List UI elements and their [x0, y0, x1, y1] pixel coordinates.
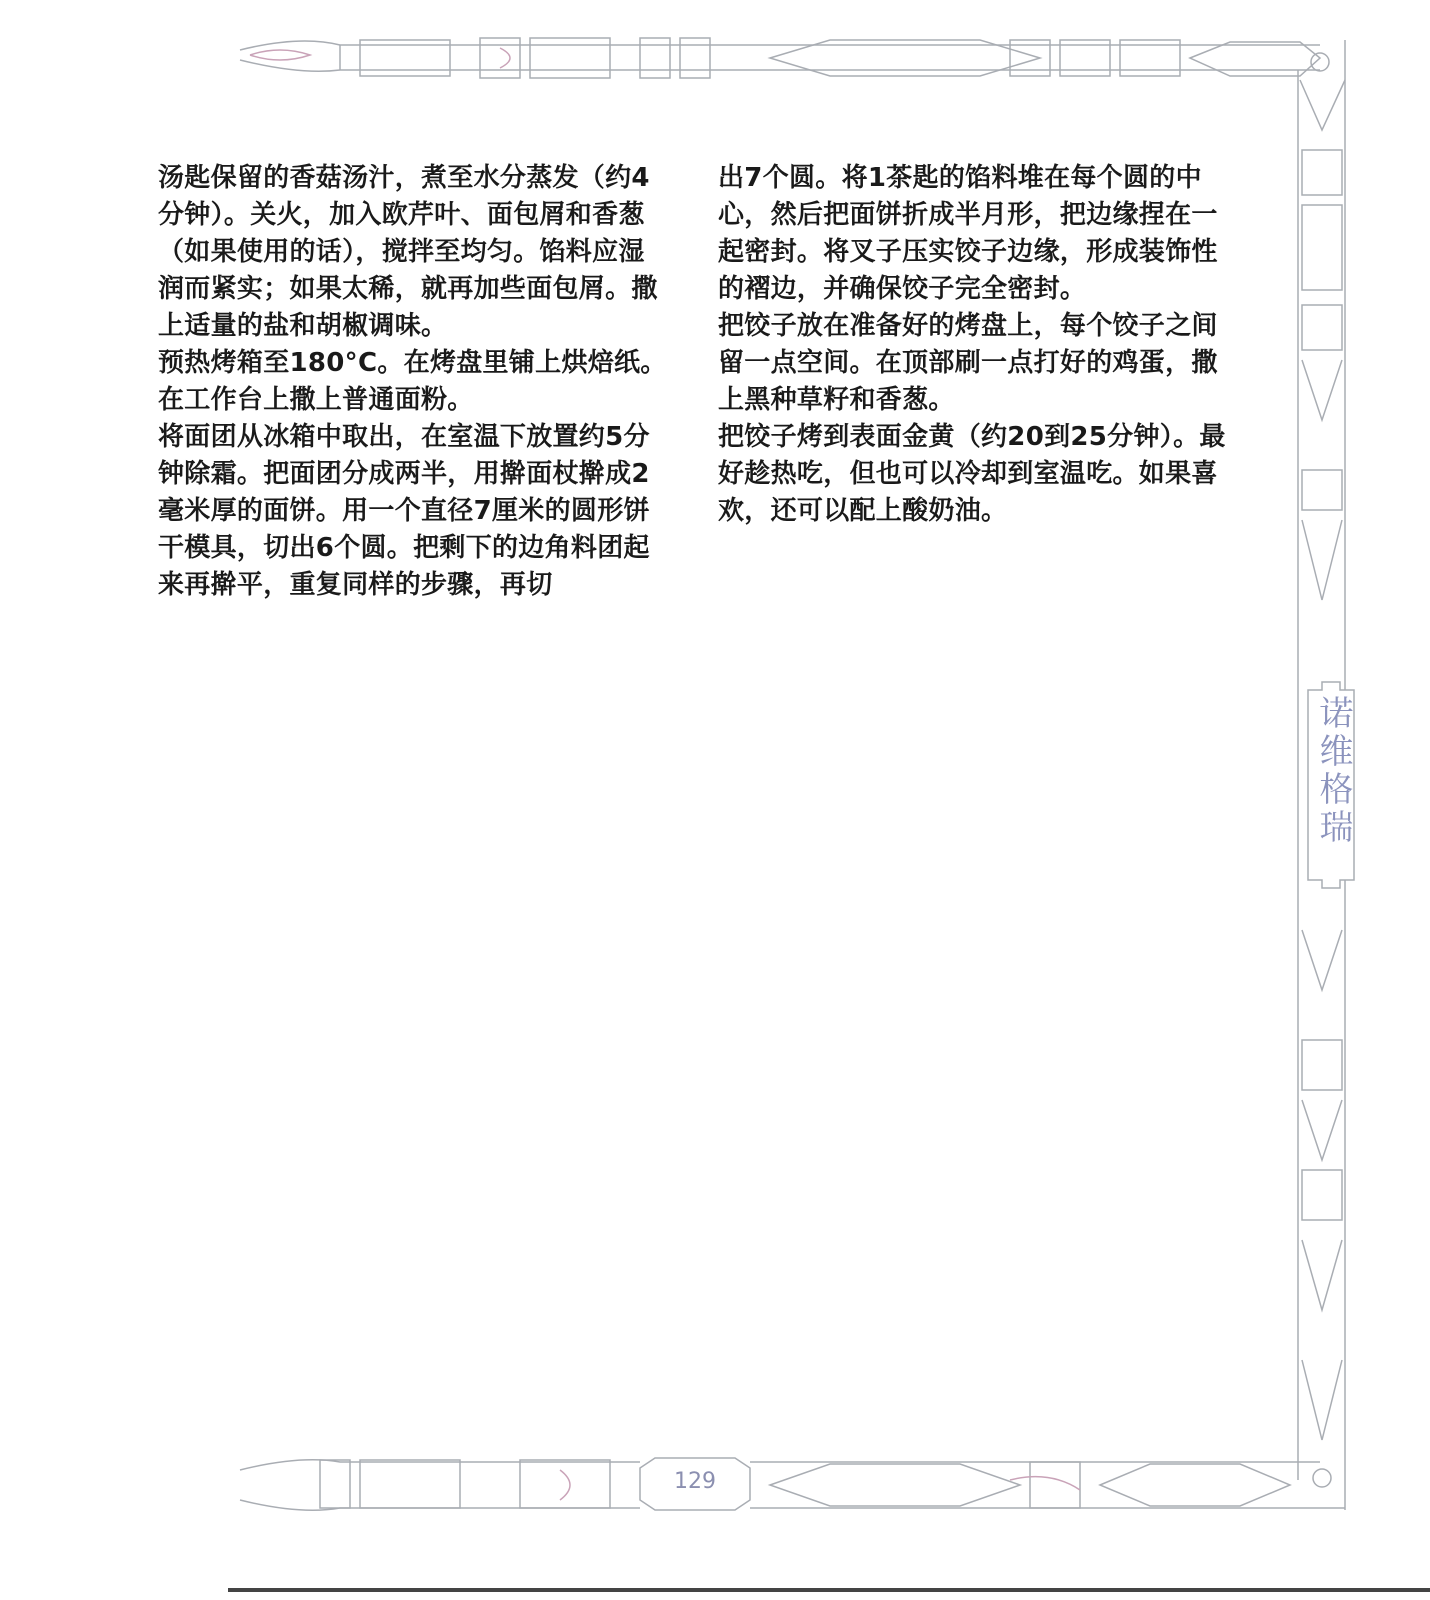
page-number: 129	[674, 1469, 716, 1494]
page-edge-divider	[228, 1588, 1430, 1592]
paragraph: 出7个圆。将1茶匙的馅料堆在每个圆的中心，然后把面饼折成半月形，把边缘捏在一起密封。将叉子压实饺子边缘，形成装饰性的褶边，并确保饺子完全密封。	[718, 163, 1218, 304]
paragraph: 将面团从冰箱中取出，在室温下放置约5分钟除霜。把面团分成两半，用擀面杖擀成2毫米厚的面饼。用一个直径7厘米的圆形饼干模具，切出6个圆。把剩下的边角料团起来再擀平，重复同样的步骤，再切	[158, 422, 650, 600]
paragraph: 把饺子放在准备好的烤盘上，每个饺子之间留一点空间。在顶部刷一点打好的鸡蛋，撒上黑种草籽和香葱。	[718, 311, 1218, 415]
right-text-column	[718, 160, 1233, 530]
paragraph: 预热烤箱至180°C。在烤盘里铺上烘焙纸。在工作台上撒上普通面粉。	[158, 348, 667, 415]
paragraph: 把饺子烤到表面金黄（约20到25分钟）。最好趁热吃，但也可以冷却到室温吃。如果喜欢，还可以配上酸奶油。	[718, 422, 1226, 526]
left-text-column	[158, 160, 668, 604]
paragraph: 汤匙保留的香菇汤汁，煮至水分蒸发（约4分钟）。关火，加入欧芹叶、面包屑和香葱（如果使用的话），搅拌至均匀。馅料应湿润而紧实；如果太稀，就再加些面包屑。撒上适量的盐和胡椒调味。	[158, 163, 658, 341]
chapter-tab-label: 诺维格瑞	[1313, 695, 1353, 847]
